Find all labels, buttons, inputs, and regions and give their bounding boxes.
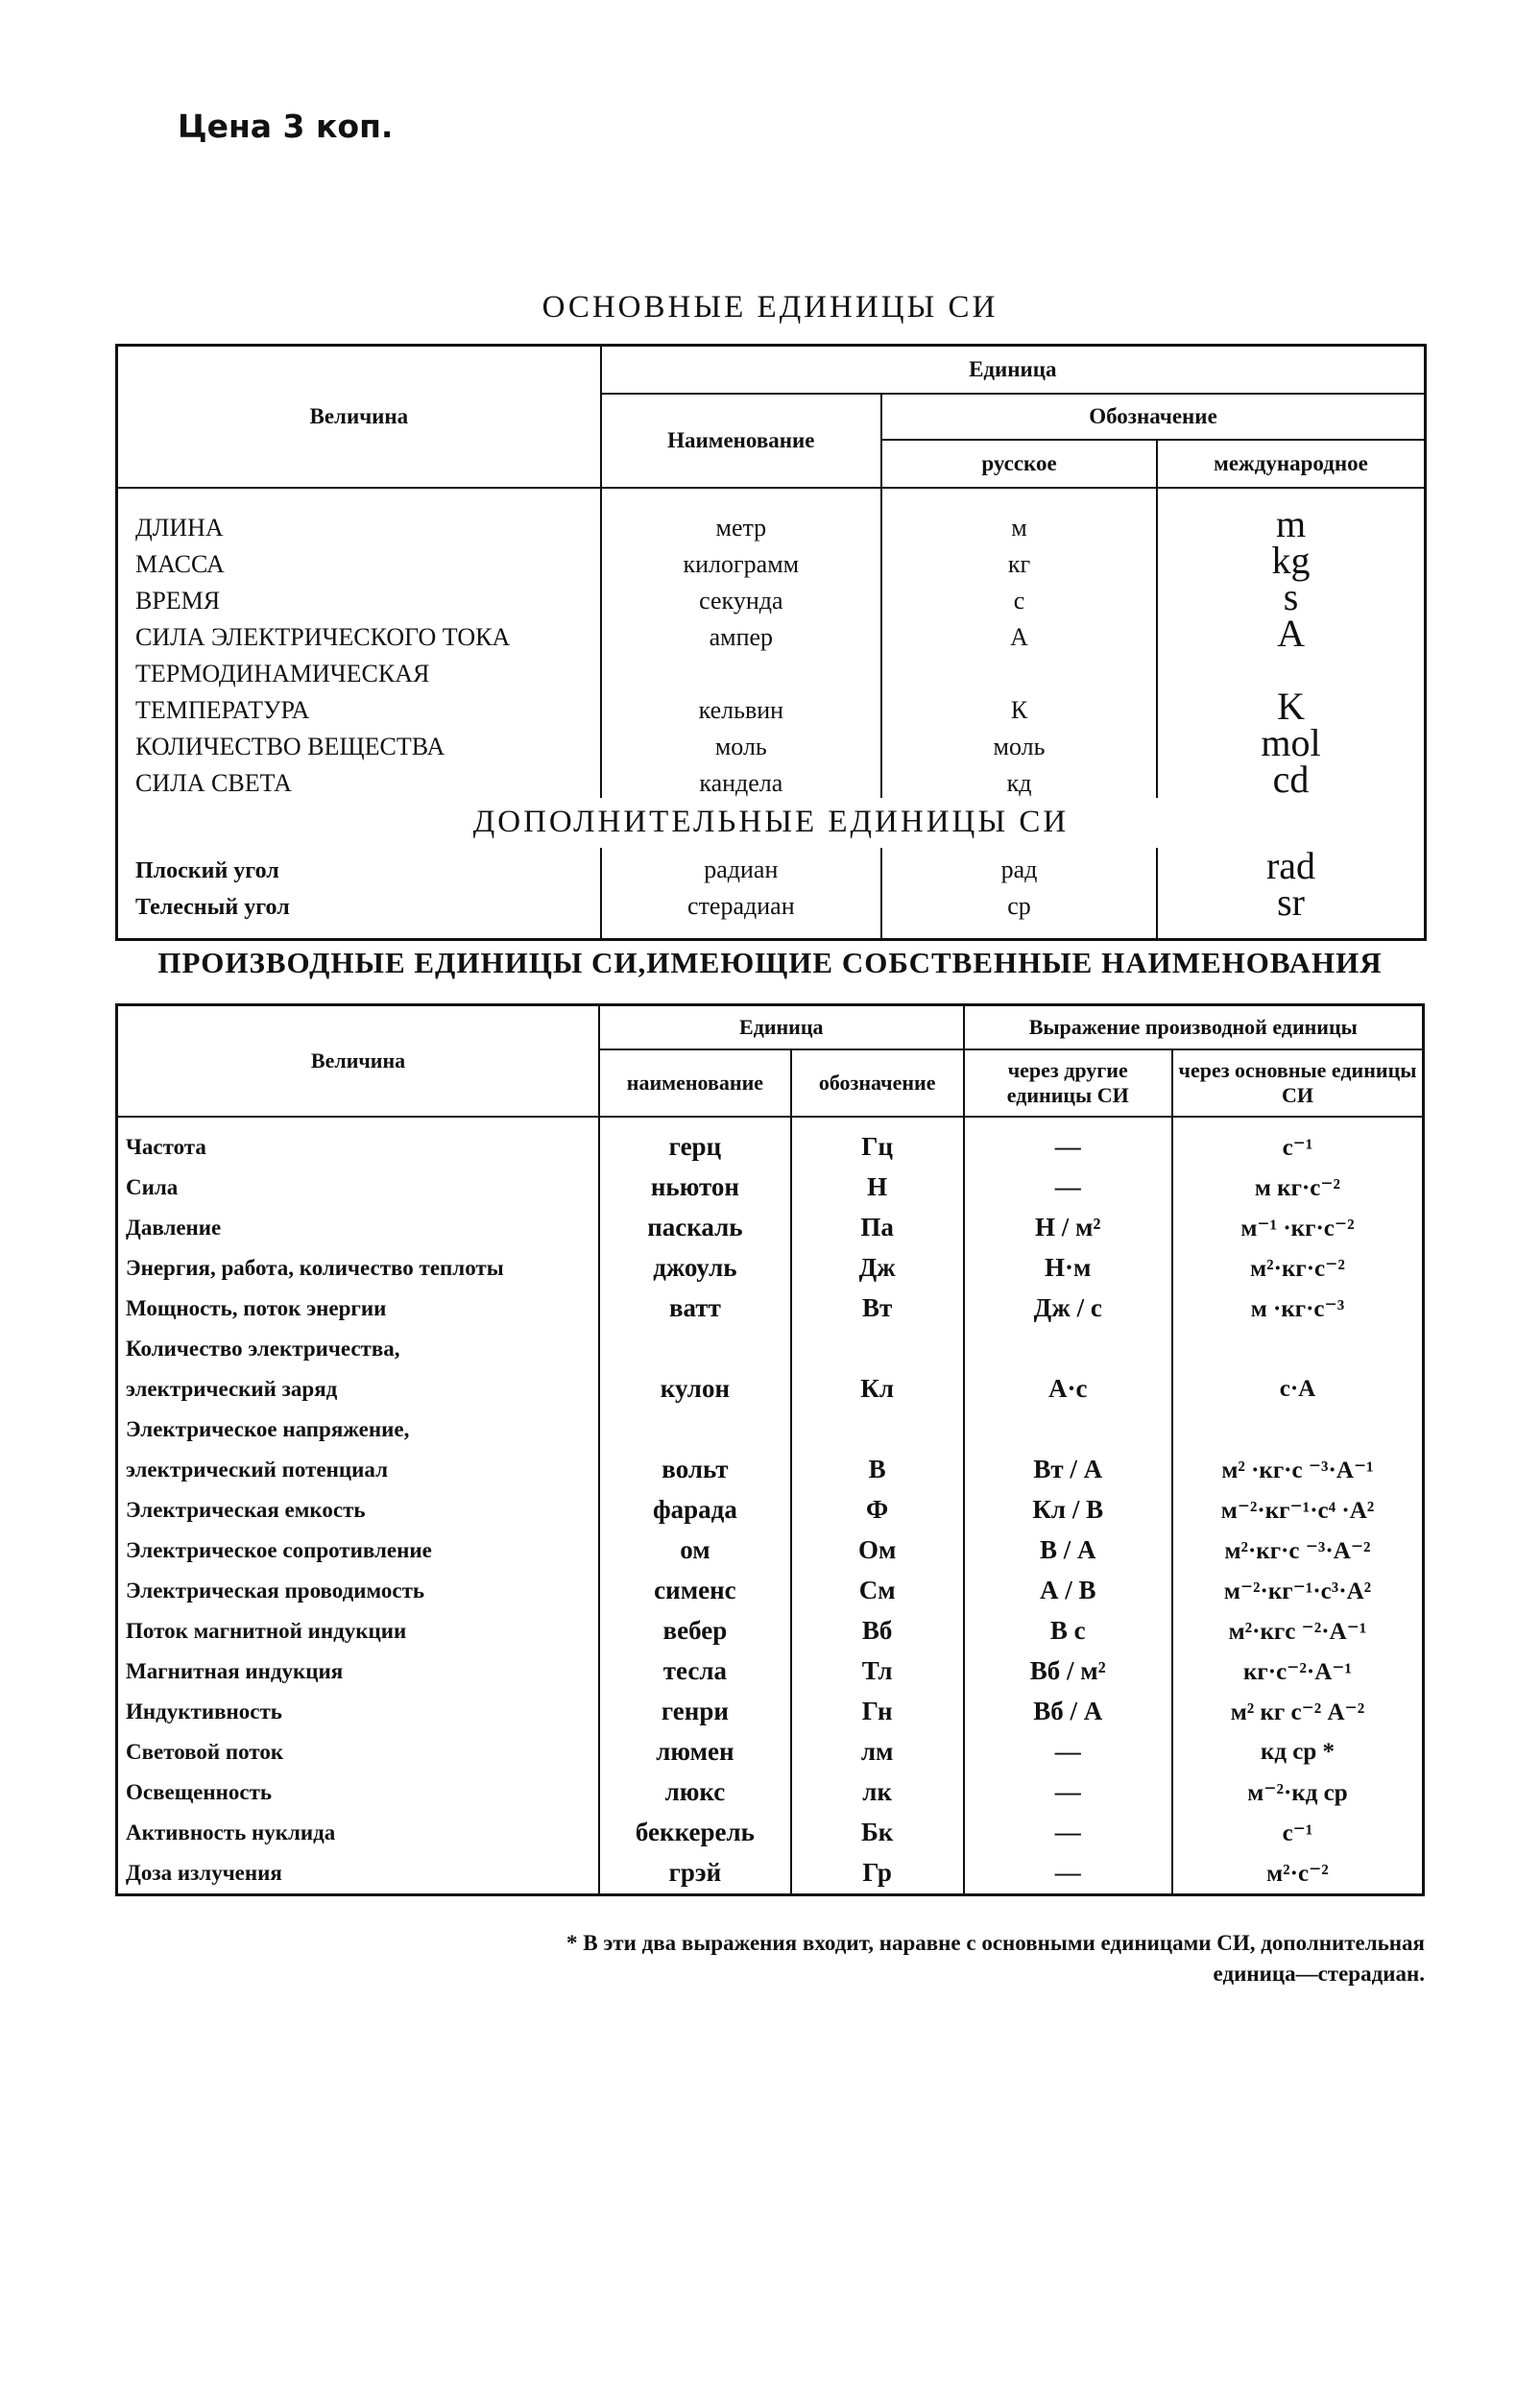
russian-symbol-cell: м — [881, 506, 1157, 542]
international-symbol-cell: K — [1157, 688, 1425, 725]
name-cell: секунда — [601, 579, 881, 615]
base-units-table — [115, 344, 1427, 941]
name-cell: ампер — [601, 615, 881, 652]
table-row — [117, 1490, 1424, 1530]
via-other-cell: В с — [964, 1611, 1172, 1651]
footnote-line-1: * В эти два выражения входит, наравне с основными единицами СИ, дополнительная — [566, 1931, 1425, 1955]
table-row — [117, 615, 1426, 652]
via-base-cell: м²·с⁻² — [1172, 1853, 1424, 1895]
table-row — [117, 1813, 1424, 1853]
symbol-cell: лк — [791, 1772, 964, 1813]
symbol-cell: Гн — [791, 1692, 964, 1732]
via-other-cell: — — [964, 1127, 1172, 1168]
quantity-cell: МАССА — [135, 549, 225, 578]
quantity-cell: Частота — [126, 1134, 206, 1159]
via-base-cell: с⁻¹ — [1172, 1813, 1424, 1853]
quantity-cell: Энергия, работа, количество теплоты — [126, 1255, 504, 1280]
international-symbol-cell: A — [1157, 615, 1425, 652]
table-row — [117, 652, 1426, 688]
footnote — [225, 1928, 1425, 1989]
symbol-cell: Ф — [791, 1490, 964, 1530]
quantity-cell: Плоский угол — [135, 857, 279, 883]
table-row — [117, 579, 1426, 615]
quantity-cell: Электрическое сопротивление — [126, 1537, 432, 1562]
table-row — [117, 688, 1426, 725]
footnote-mark: * — [1322, 1738, 1335, 1765]
quantity-cell: Индуктивность — [126, 1699, 282, 1723]
quantity-cell: Электрическое напряжение, — [126, 1416, 410, 1441]
russian-symbol-cell: кд — [881, 761, 1157, 798]
table-row — [117, 1410, 1424, 1450]
russian-symbol-cell: моль — [881, 725, 1157, 761]
name-cell: генри — [599, 1692, 791, 1732]
international-symbol-cell: s — [1157, 579, 1425, 615]
via-base-cell: м кг·с⁻² — [1172, 1168, 1424, 1208]
international-symbol-cell: m — [1157, 506, 1425, 542]
via-other-cell: В / А — [964, 1530, 1172, 1571]
via-other-cell: А·с — [964, 1369, 1172, 1410]
via-other-cell: Вб / м² — [964, 1651, 1172, 1692]
name-cell: вебер — [599, 1611, 791, 1651]
russian-symbol-cell: ср — [881, 884, 1157, 921]
via-other-cell: Дж / с — [964, 1289, 1172, 1329]
via-base-cell: м ·кг·с⁻³ — [1172, 1289, 1424, 1329]
name-cell: кулон — [599, 1369, 791, 1410]
quantity-cell: Электрическая проводимость — [126, 1578, 425, 1603]
international-symbol-cell: kg — [1157, 542, 1425, 579]
via-base-cell: м²·кг·с ⁻³·А⁻² — [1172, 1530, 1424, 1571]
quantity-cell: Активность нуклида — [126, 1820, 336, 1844]
name-cell: кельвин — [601, 688, 881, 725]
via-base-cell: м⁻²·кг⁻¹·с⁴ ·А² — [1172, 1490, 1424, 1530]
via-other-cell: Вт / А — [964, 1450, 1172, 1490]
via-other-cell: Н·м — [964, 1248, 1172, 1289]
supplementary-units-title: ДОПОЛНИТЕЛЬНЫЕ ЕДИНИЦЫ СИ — [472, 805, 1070, 839]
symbol-cell: Кл — [791, 1369, 964, 1410]
table-row — [117, 1853, 1424, 1895]
name-cell — [599, 1329, 791, 1369]
table-row — [117, 848, 1426, 884]
via-base-cell: м²·кг·с⁻² — [1172, 1248, 1424, 1289]
russian-symbol-cell: рад — [881, 848, 1157, 884]
name-cell: метр — [601, 506, 881, 542]
table-row — [117, 1732, 1424, 1772]
symbol-cell: Н — [791, 1168, 964, 1208]
symbol-cell: См — [791, 1571, 964, 1611]
international-symbol-cell: rad — [1157, 848, 1425, 884]
symbol-cell: Дж — [791, 1248, 964, 1289]
quantity-cell: ТЕМПЕРАТУРА — [135, 695, 310, 724]
symbol-cell: В — [791, 1450, 964, 1490]
price-label: Цена 3 коп. — [178, 108, 394, 145]
table-row — [117, 1168, 1424, 1208]
symbol-cell: лм — [791, 1732, 964, 1772]
footnote-line-2: единица—стерадиан. — [1213, 1962, 1425, 1986]
name-cell: грэй — [599, 1853, 791, 1895]
quantity-cell: СИЛА ЭЛЕКТРИЧЕСКОГО ТОКА — [135, 622, 511, 651]
header-via-other: через другие единицы СИ — [964, 1049, 1172, 1117]
table2-title: ПРОИЗВОДНЫЕ ЕДИНИЦЫ СИ,ИМЕЮЩИЕ СОБСТВЕННЫЕ НАИМЕНОВАНИЯ — [157, 946, 1383, 979]
table-row — [117, 1772, 1424, 1813]
quantity-cell: Поток магнитной индукции — [126, 1618, 407, 1643]
header-via-base: через основные единицы СИ — [1172, 1049, 1424, 1117]
header-quantity: Величина — [117, 346, 601, 488]
russian-symbol-cell — [881, 652, 1157, 688]
quantity-cell: Сила — [126, 1174, 179, 1199]
symbol-cell: Тл — [791, 1651, 964, 1692]
quantity-cell: ВРЕМЯ — [135, 586, 221, 615]
via-other-cell: Кл / В — [964, 1490, 1172, 1530]
name-cell: вольт — [599, 1450, 791, 1490]
name-cell: килограмм — [601, 542, 881, 579]
via-base-value: кд ср — [1260, 1738, 1317, 1765]
via-base-cell: с·А — [1172, 1369, 1424, 1410]
name-cell: джоуль — [599, 1248, 791, 1289]
via-other-cell: — — [964, 1772, 1172, 1813]
international-symbol-cell — [1157, 652, 1425, 688]
via-other-cell — [964, 1410, 1172, 1450]
table-row — [117, 761, 1426, 798]
table-row — [117, 1530, 1424, 1571]
name-cell: паскаль — [599, 1208, 791, 1248]
symbol-cell: Бк — [791, 1813, 964, 1853]
via-base-cell: м⁻¹ ·кг·с⁻² — [1172, 1208, 1424, 1248]
derived-units-table — [115, 1003, 1425, 1896]
symbol-cell: Ом — [791, 1530, 964, 1571]
russian-symbol-cell: кг — [881, 542, 1157, 579]
name-cell: фарада — [599, 1490, 791, 1530]
symbol-cell: Гр — [791, 1853, 964, 1895]
symbol-cell: Вт — [791, 1289, 964, 1329]
name-cell — [599, 1410, 791, 1450]
name-cell: люкс — [599, 1772, 791, 1813]
via-base-cell: м⁻²·кд ср — [1172, 1772, 1424, 1813]
name-cell: люмен — [599, 1732, 791, 1772]
name-cell: моль — [601, 725, 881, 761]
via-base-cell: м² ·кг·с ⁻³·А⁻¹ — [1172, 1450, 1424, 1490]
via-other-cell: А / В — [964, 1571, 1172, 1611]
name-cell: герц — [599, 1127, 791, 1168]
table-row — [117, 542, 1426, 579]
name-cell: беккерель — [599, 1813, 791, 1853]
table-row — [117, 1611, 1424, 1651]
name-cell: радиан — [601, 848, 881, 884]
via-base-cell — [1172, 1410, 1424, 1450]
header-unit: Единица — [599, 1005, 964, 1049]
quantity-cell: Световой поток — [126, 1739, 284, 1764]
table-row — [117, 1450, 1424, 1490]
header-expression: Выражение производной единицы — [964, 1005, 1424, 1049]
international-symbol-cell: mol — [1157, 725, 1425, 761]
via-other-cell: — — [964, 1168, 1172, 1208]
via-base-cell: м²·кгс ⁻²·А⁻¹ — [1172, 1611, 1424, 1651]
via-base-cell — [1172, 1329, 1424, 1369]
quantity-cell: Магнитная индукция — [126, 1658, 344, 1683]
name-cell: сименс — [599, 1571, 791, 1611]
via-other-cell: — — [964, 1813, 1172, 1853]
table-row — [117, 1289, 1424, 1329]
table-row — [117, 1248, 1424, 1289]
table-row — [117, 1692, 1424, 1732]
symbol-cell: Вб — [791, 1611, 964, 1651]
via-base-cell: м² кг с⁻² А⁻² — [1172, 1692, 1424, 1732]
quantity-cell: Освещенность — [126, 1779, 273, 1804]
name-cell: ватт — [599, 1289, 791, 1329]
quantity-cell: Электрическая емкость — [126, 1497, 366, 1522]
international-symbol-cell: sr — [1157, 884, 1425, 921]
via-base-cell: кг·с⁻²·А⁻¹ — [1172, 1651, 1424, 1692]
table-row — [117, 1127, 1424, 1168]
header-russian: русское — [881, 440, 1157, 488]
quantity-cell: ТЕРМОДИНАМИЧЕСКАЯ — [135, 659, 430, 687]
quantity-cell: ДЛИНА — [135, 513, 224, 542]
header-designation: Обозначение — [881, 394, 1426, 440]
name-cell — [601, 652, 881, 688]
via-other-cell: Вб / А — [964, 1692, 1172, 1732]
russian-symbol-cell: К — [881, 688, 1157, 725]
quantity-cell: электрический потенциал — [126, 1457, 389, 1482]
table-row — [117, 1571, 1424, 1611]
header-designation: обозначение — [791, 1049, 964, 1117]
via-other-cell: Н / м² — [964, 1208, 1172, 1248]
symbol-cell: Па — [791, 1208, 964, 1248]
russian-symbol-cell: А — [881, 615, 1157, 652]
russian-symbol-cell: с — [881, 579, 1157, 615]
quantity-cell: Количество электричества, — [126, 1336, 400, 1361]
header-name: Наименование — [601, 394, 881, 488]
via-base-cell: с⁻¹ — [1172, 1127, 1424, 1168]
name-cell: кандела — [601, 761, 881, 798]
table1-title: ОСНОВНЫЕ ЕДИНИЦЫ СИ — [541, 290, 999, 325]
quantity-cell: Телесный угол — [135, 894, 290, 920]
table-row — [117, 1651, 1424, 1692]
quantity-cell: СИЛА СВЕТА — [135, 768, 292, 797]
name-cell: ом — [599, 1530, 791, 1571]
table-row — [117, 1208, 1424, 1248]
via-base-cell: м⁻²·кг⁻¹·с³·А² — [1172, 1571, 1424, 1611]
header-quantity: Величина — [117, 1005, 600, 1117]
via-other-cell: — — [964, 1853, 1172, 1895]
name-cell: ньютон — [599, 1168, 791, 1208]
table-row — [117, 506, 1426, 542]
via-base-cell — [1172, 1732, 1424, 1772]
quantity-cell: электрический заряд — [126, 1376, 338, 1401]
table-row — [117, 884, 1426, 921]
name-cell: стерадиан — [601, 884, 881, 921]
name-cell: тесла — [599, 1651, 791, 1692]
table-row — [117, 1329, 1424, 1369]
symbol-cell — [791, 1410, 964, 1450]
quantity-cell: КОЛИЧЕСТВО ВЕЩЕСТВА — [135, 732, 445, 760]
header-name: наименование — [599, 1049, 791, 1117]
table-row — [117, 725, 1426, 761]
header-international: международное — [1157, 440, 1425, 488]
symbol-cell — [791, 1329, 964, 1369]
table-row — [117, 1369, 1424, 1410]
header-unit: Единица — [601, 346, 1426, 394]
via-other-cell — [964, 1329, 1172, 1369]
quantity-cell: Давление — [126, 1215, 222, 1240]
symbol-cell: Гц — [791, 1127, 964, 1168]
via-other-cell: — — [964, 1732, 1172, 1772]
quantity-cell: Доза излучения — [126, 1860, 282, 1885]
quantity-cell: Мощность, поток энергии — [126, 1295, 387, 1320]
international-symbol-cell: cd — [1157, 761, 1425, 798]
